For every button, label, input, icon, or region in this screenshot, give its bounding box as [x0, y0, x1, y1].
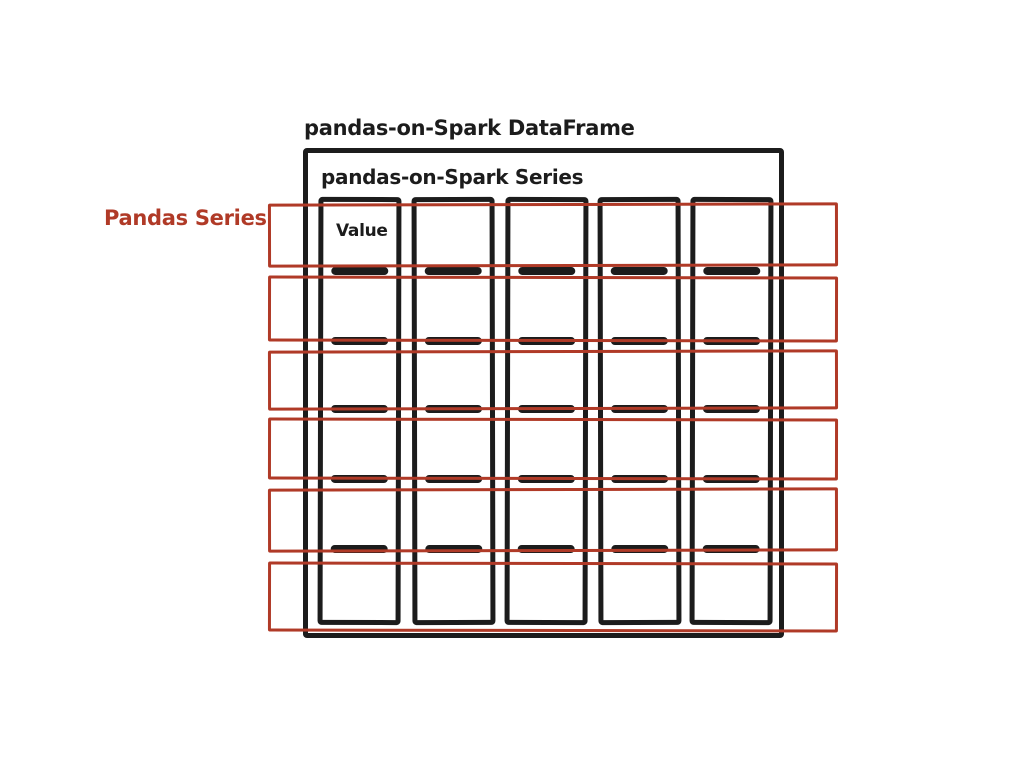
pandas-series-row	[268, 276, 838, 343]
pandas-series-row	[268, 562, 838, 633]
spark-series-label: pandas-on-Spark Series	[321, 165, 584, 189]
cell-separator	[611, 267, 668, 275]
pandas-series-row	[268, 487, 838, 552]
cell-separator	[331, 267, 388, 275]
cell-separator	[425, 267, 482, 275]
dataframe-title: pandas-on-Spark DataFrame	[304, 116, 635, 140]
pandas-series-row	[268, 349, 838, 410]
value-label: Value	[336, 221, 388, 241]
cell-separator	[703, 267, 760, 275]
cell-separator	[518, 267, 575, 275]
pandas-series-label: Pandas Series	[104, 206, 267, 230]
pandas-series-row	[268, 418, 838, 481]
